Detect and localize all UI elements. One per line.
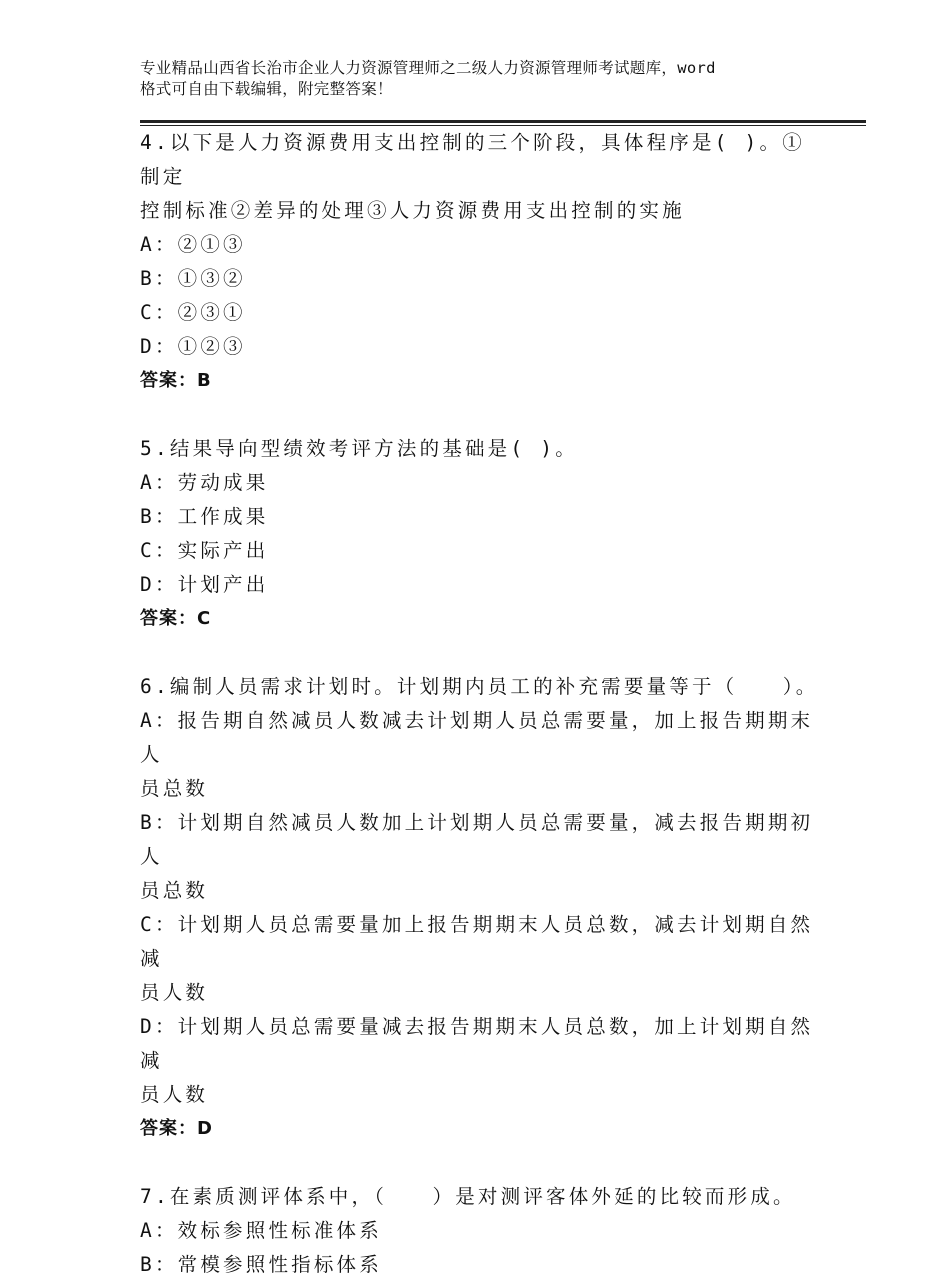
header-rule-thick xyxy=(140,120,866,123)
spacer xyxy=(140,398,820,432)
question-text: 4.以下是人力资源费用支出控制的三个阶段，具体程序是( )。①制定 xyxy=(140,131,805,188)
option-b: B：①③② xyxy=(140,267,246,290)
answer: 答案：B xyxy=(140,370,212,391)
answer: 答案：C xyxy=(140,608,212,629)
header-line-1: 专业精品山西省长治市企业人力资源管理师之二级人力资源管理师考试题库，word xyxy=(140,59,716,77)
document-header xyxy=(140,58,840,100)
question-4 xyxy=(140,126,820,398)
option-d: D：计划产出 xyxy=(140,573,269,596)
option-d-continued: 员人数 xyxy=(140,1083,209,1106)
option-a: A：报告期自然减员人数减去计划期人员总需要量，加上报告期期末人 xyxy=(140,709,814,766)
option-c-continued: 员人数 xyxy=(140,981,209,1004)
question-list xyxy=(140,126,820,1282)
option-a-continued: 员总数 xyxy=(140,777,209,800)
option-a: A：②①③ xyxy=(140,233,246,256)
question-5 xyxy=(140,432,820,636)
option-a: A：效标参照性标准体系 xyxy=(140,1219,382,1242)
question-7 xyxy=(140,1180,820,1282)
question-text: 6.编制人员需求计划时。计划期内员工的补充需要量等于（ ）。 xyxy=(140,675,819,698)
option-d: D：①②③ xyxy=(140,335,246,358)
option-b-continued: 员总数 xyxy=(140,879,209,902)
option-a: A：劳动成果 xyxy=(140,471,269,494)
spacer xyxy=(140,636,820,670)
answer: 答案：D xyxy=(140,1118,213,1139)
question-text: 7.在素质测评体系中，（ ）是对测评客体外延的比较而形成。 xyxy=(140,1185,796,1208)
option-b: B：计划期自然减员人数加上计划期人员总需要量，减去报告期期初人 xyxy=(140,811,814,868)
option-b: B：常模参照性指标体系 xyxy=(140,1253,382,1276)
question-text: 5.结果导向型绩效考评方法的基础是( )。 xyxy=(140,437,578,460)
question-text: 控制标准②差异的处理③人力资源费用支出控制的实施 xyxy=(140,199,685,222)
option-c: C：②③① xyxy=(140,301,246,324)
option-b: B：工作成果 xyxy=(140,505,269,528)
option-c: C：实际产出 xyxy=(140,539,269,562)
question-6 xyxy=(140,670,820,1146)
option-c: C：计划期人员总需要量加上报告期期末人员总数，减去计划期自然减 xyxy=(140,913,814,970)
option-d: D：计划期人员总需要量减去报告期期末人员总数，加上计划期自然减 xyxy=(140,1015,814,1072)
header-line-2: 格式可自由下载编辑，附完整答案！ xyxy=(140,80,393,98)
spacer xyxy=(140,1146,820,1180)
